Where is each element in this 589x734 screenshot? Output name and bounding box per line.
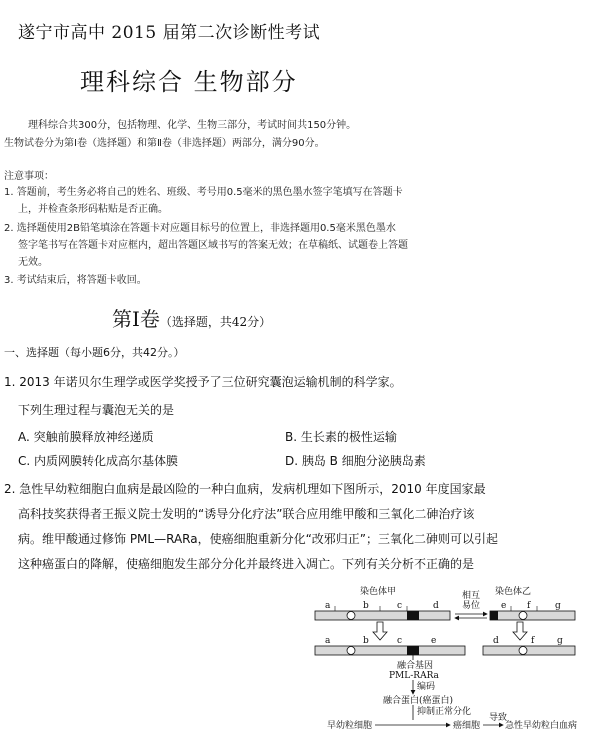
question-1-option-a: A. 突触前膜释放神经递质 (18, 430, 154, 444)
question-2-line-3: 病。维甲酸通过修饰 PML—RARa，使癌细胞重新分化“改邪归正”；三氧化二砷则可以引起 (18, 532, 499, 546)
result-label: 急性早幼粒白血病 (505, 721, 578, 731)
notice-item-1-line-1: 1. 答题前，考生务必将自己的姓名、班级、考号用0.5毫米的黑色墨水签字笔填写在答题卡 (4, 187, 403, 198)
leukemia-mechanism-diagram (305, 584, 585, 734)
gene-f-label-bottom: f (531, 636, 535, 646)
question-1-option-c: C. 内质网膜转化成高尔基体膜 (18, 454, 179, 468)
question-2-line-4: 这种癌蛋白的降解，使癌细胞发生部分分化并最终进入凋亡。下列有关分析不正确的是 (18, 557, 475, 571)
gene-c-label: c (397, 601, 403, 611)
inhibit-label: 抑制正常分化 (417, 707, 472, 717)
chromosome-a-label: 染色体甲 (360, 587, 397, 597)
question-2-line-2: 高科技奖获得者王振义院士发明的“诱导分化疗法”联合应用维甲酸和三氧化二砷治疗该 (18, 507, 475, 521)
down-arrow-right (513, 622, 527, 640)
encode-label: 编码 (417, 682, 436, 692)
fusion-protein-label: 融合蛋白(癌蛋白) (383, 696, 454, 706)
section-note: （选择题，共42分） (159, 315, 272, 329)
question-1-option-d: D. 胰岛 B 细胞分泌胰岛素 (285, 454, 426, 468)
gene-b-label-bottom: b (363, 636, 369, 646)
exam-title: 遂宁市高中 2015 届第二次诊断性考试 (18, 23, 321, 43)
notice-title: 注意事项： (4, 171, 54, 182)
gene-e-label-top: e (501, 601, 507, 611)
intro-line-1: 理科综合共300分，包括物理、化学、生物三部分，考试时间共150分钟。 (28, 120, 357, 131)
chromosome-a (315, 606, 450, 620)
exchange-label-1: 相互 (462, 591, 481, 601)
fusion-gene-name: PML-RARa (389, 671, 439, 681)
gene-a-label-bottom: a (325, 636, 331, 646)
gene-b-label: b (363, 601, 369, 611)
intro-line-2: 生物试卷分为第Ⅰ卷（选择题）和第Ⅱ卷（非选择题）两部分，满分90分。 (4, 138, 325, 149)
exchange-label-2: 易位 (462, 601, 481, 611)
subject-title: 理科综合 生物部分 (80, 68, 298, 96)
translocated-chromosome-b (483, 646, 575, 655)
section-title (112, 303, 271, 332)
lead-to-label: 导致 (489, 713, 508, 723)
gene-d-label: d (433, 601, 439, 611)
section-title-text: 第Ⅰ卷 (112, 307, 160, 331)
question-1-stem-2: 下列生理过程与囊泡无关的是 (18, 403, 175, 417)
cell-2-label: 癌细胞 (453, 721, 481, 731)
part-one-heading: 一、选择题（每小题6分，共42分。） (4, 346, 185, 359)
down-arrow-left (373, 622, 387, 640)
notice-item-2-line-2: 签字笔书写在答题卡对应框内，超出答题区域书写的答案无效；在草稿纸、试题卷上答题 (18, 240, 408, 251)
question-2-line-1: 2. 急性早幼粒细胞白血病是最凶险的一种白血病，发病机理如下图所示，2010 年度国家最 (4, 482, 486, 496)
gene-d-label-bottom: d (493, 636, 499, 646)
question-1-stem: 1. 2013 年诺贝尔生理学或医学奖授予了三位研究囊泡运输机制的科学家。 (4, 375, 402, 389)
question-1-option-b: B. 生长素的极性运输 (285, 430, 397, 444)
notice-item-3: 3. 考试结束后，将答题卡收回。 (4, 275, 147, 286)
translocated-chromosome-a (315, 646, 465, 655)
gene-g-label-top: g (555, 601, 561, 611)
gene-f-label-top: f (527, 601, 531, 611)
gene-g-label-bottom: g (557, 636, 563, 646)
gene-a-label: a (325, 601, 331, 611)
chromosome-b-label: 染色体乙 (495, 587, 532, 597)
notice-item-2-line-3: 无效。 (18, 257, 48, 268)
gene-c-label-bottom: c (397, 636, 403, 646)
gene-e-label-bottom: e (431, 636, 437, 646)
notice-item-1-line-2: 上，并检查条形码粘贴是否正确。 (18, 204, 168, 215)
cell-1-label: 早幼粒细胞 (327, 721, 373, 731)
fusion-gene-label: 融合基因 (397, 661, 434, 671)
notice-item-2-line-1: 2. 选择题使用2B铅笔填涂在答题卡对应题目标号的位置上，非选择题用0.5毫米黑色墨水 (4, 223, 396, 234)
